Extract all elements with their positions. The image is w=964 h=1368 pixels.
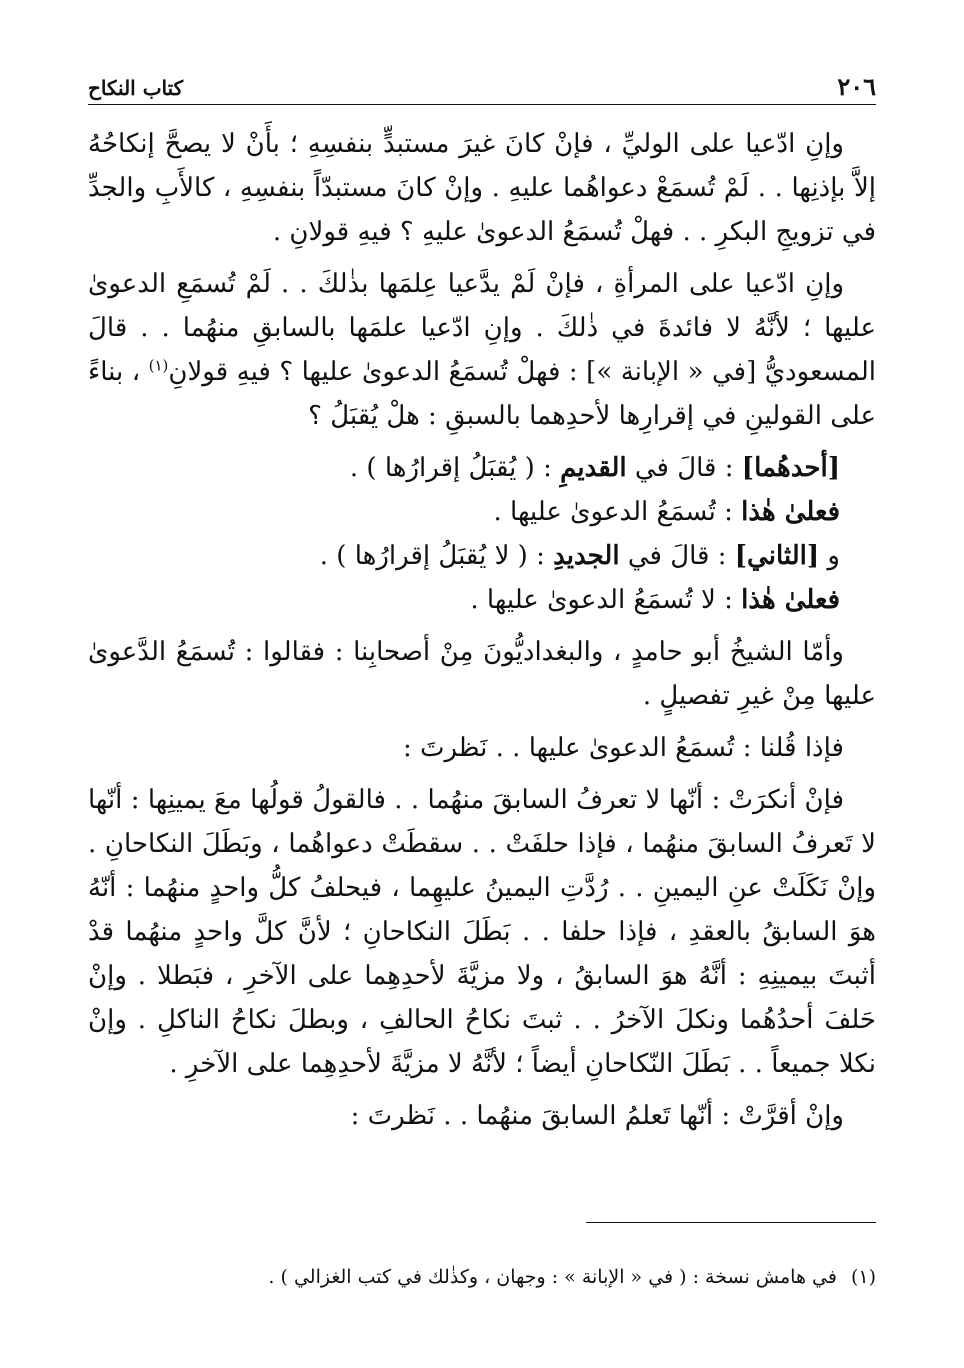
old-doctrine-term: القديمِ [560,453,627,483]
second-opinion [88,534,876,578]
footnote [88,1262,876,1292]
paragraph-if-acknowledged: وإنْ أقرَّتْ : أنّها تَعلمُ السابقَ منهُما . . نَظرتَ : [350,1101,844,1131]
footnote-divider [586,1222,876,1223]
second-opinion-prefix: و [819,541,840,571]
running-title: كتاب النكاح [88,76,184,100]
second-opinion-result [88,578,876,622]
first-opinion-label: [أحدهُما] [741,453,840,483]
new-doctrine-term: الجديدِ [553,541,620,571]
footnote-reference: (١) [148,356,169,375]
second-opinion-label: [الثاني] [734,541,820,571]
first-opinion-result [88,490,876,534]
second-opinion-text: : ( لا يُقبَلُ إقرارُها ) . [319,541,554,571]
page-number: ٢٠٦ [837,72,876,101]
footnote-text: في هامش نسخة : ( في « الإبانة » : وجهان ، وكذٰلك في كتب الغزالي ) . [268,1266,837,1288]
page-header [88,70,876,105]
main-text [88,122,876,1138]
paragraph-if-heard: فإذا قُلنا : تُسمَعُ الدعوىٰ عليها . . نَظرتَ : [402,733,844,763]
paragraph-text-continued: ، بناءً على القولينِ في إقرارِها لأحدِهما بالسبقِ : هلْ يُقبَلُ ؟ [88,357,876,431]
second-result-label: فعلىٰ هٰذا [741,585,840,615]
first-result-text: : تُسمَعُ الدعوىٰ عليها . [493,497,742,527]
first-result-label: فعلىٰ هٰذا [741,497,840,527]
second-opinion-connector: : قالَ في [619,541,735,571]
paragraph-if-denied: فإنْ أنكرَتْ : أنّها لا تعرفُ السابقَ منهُما . . فالقولُ قولُها معَ يمينِها : أنّها لا تَعرفُ السابقَ منهُما ، فإذا حلفَتْ . . سقطَتْ دعواهُما ، وبَطَلَ النكاحانِ . وإنْ نَكَلَتْ عنِ اليمينِ . . رُدَّتِ اليمينُ عليهِما ، فيحلفُ كلُّ واحدٍ منهُما : أنّهُ هوَ السابقُ بالعقدِ ، فإذا حلفا . . بَطَلَ النكاحانِ ؛ لأنَّ كلَّ واحدٍ منهُما قدْ أثبتَ بيمينِهِ : أنَّهُ هوَ السابقُ ، ولا مزيَّةَ لأحدِهِما على الآخرِ ، فبَطلا . وإنْ حَلفَ أحدُهُما ونكلَ الآخرُ . . ثبتَ نكاحُ الحالفِ ، وبطلَ نكاحُ الناكلِ . وإنْ نكلا جميعاً . . بَطَلَ النّكاحانِ أيضاً ؛ لأنَّهُ لا مزيَّةَ لأحدِهِما على الآخرِ . [88,785,876,1079]
first-opinion [88,446,876,490]
paragraph-claim-against-guardian: وإنِ ادّعيا على الوليِّ ، فإنْ كانَ غيرَ مستبدٍّ بنفسِهِ ؛ بأَنْ لا يصحَّ إنكاحُهُ إلاَّ بإذنِها . . لَمْ تُسمَعْ دعواهُما عليهِ . وإنْ كانَ مستبدّاً بنفسِهِ ، كالأَبِ والجدِّ في تزويجِ البكرِ . . فهلْ تُسمَعُ الدعوىٰ عليهِ ؟ فيهِ قولانِ . [88,129,876,247]
paragraph-text: وإنِ ادّعيا على المرأةِ ، فإنْ لَمْ يدَّعيا عِلمَها بذٰلكَ . . لَمْ تُسمَعِ الدعوىٰ عليها ؛ لأنَّهُ لا فائدةَ في ذٰلكَ . وإنِ ادّعيا علمَها بالسابقِ منهُما . . قالَ المسعوديُّ [في « الإبانة »] : فهلْ تُسمَعُ الدعوىٰ عليها ؟ فيهِ قولانِ [88,269,876,387]
footnote-number: (١) [850,1266,876,1288]
second-result-text: : لا تُسمَعُ الدعوىٰ عليها . [470,585,742,615]
paragraph-abu-hamid: وأمّا الشيخُ أبو حامدٍ ، والبغداديُّونَ مِنْ أصحابِنا : فقالوا : تُسمَعُ الدَّعوىٰ عليها مِنْ غيرِ تفصيلٍ . [88,637,876,711]
paragraph-claim-against-woman [88,262,876,438]
first-opinion-text: : ( يُقبَلُ إقرارُها ) . [349,453,561,483]
first-opinion-connector: : قالَ في [626,453,742,483]
